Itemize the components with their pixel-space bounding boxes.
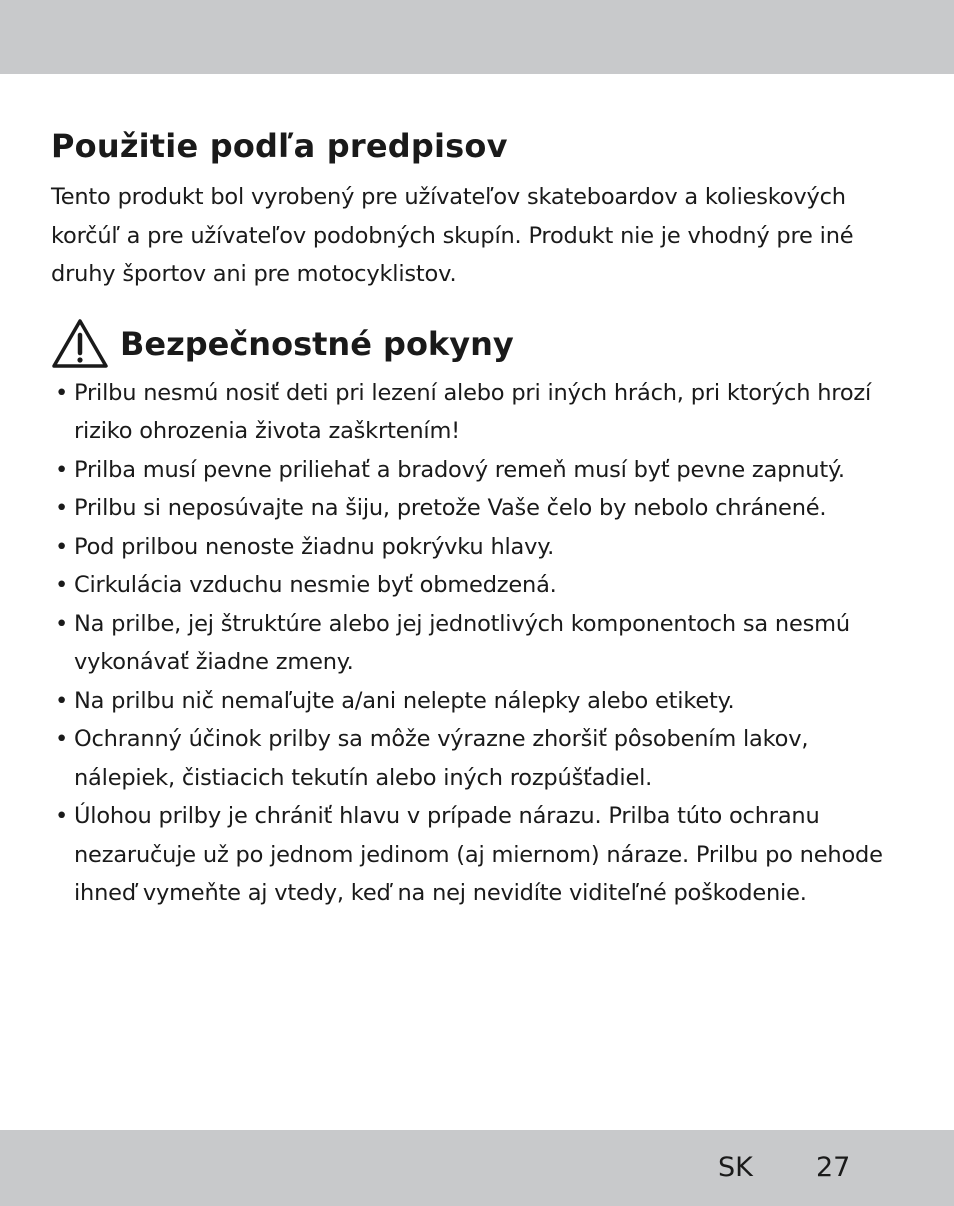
safety-title: Bezpečnostné pokyny [120, 324, 514, 363]
safety-heading [51, 316, 911, 372]
list-item: • Prilba musí pevne priliehať a bradový remeň musí byť pevne zapnutý. [51, 451, 911, 490]
safety-rules-list [51, 374, 911, 913]
list-item: • Ochranný účinok prilby sa môže výrazne zhoršiť pôsobením lakov, nálepiek, čistiacich tekutín alebo iných rozpúšťadiel. [51, 720, 911, 797]
list-item: • Na prilbu nič nemaľujte a/ani nelepte nálepky alebo etikety. [51, 682, 911, 721]
list-item: • Úlohou prilby je chrániť hlavu v prípade nárazu. Prilba túto ochranu nezaručuje už po jednom jedinom (aj miernom) náraze. Prilbu po nehode ihneď vymeňte aj vtedy, keď na nej nevidíte viditeľné poškodenie. [51, 797, 911, 913]
usage-text: Tento produkt bol vyrobený pre užívateľov skateboardov a kolieskových korčúľ a pre užívateľov podobných skupín. Produkt nie je vhodný pre iné druhy športov ani pre motocyklistov. [51, 184, 854, 287]
list-item: • Prilbu nesmú nosiť deti pri lezení alebo pri iných hrách, pri ktorých hrozí riziko ohrozenia života zaškrtením! [51, 374, 911, 451]
header-band [0, 0, 954, 74]
footer-band [0, 1130, 954, 1206]
footer-language: SK [718, 1152, 753, 1183]
list-item: • Pod prilbou nenoste žiadnu pokrývku hlavy. [51, 528, 911, 567]
list-item: • Prilbu si neposúvajte na šiju, pretože Vaše čelo by nebolo chránené. [51, 489, 911, 528]
list-item: • Na prilbe, jej štruktúre alebo jej jednotlivých komponentoch sa nesmú vykonávať žiadne zmeny. [51, 605, 911, 682]
page-number: 27 [816, 1152, 851, 1183]
list-item: • Cirkulácia vzduchu nesmie byť obmedzená. [51, 566, 911, 605]
page-content [51, 118, 911, 913]
usage-title: Použitie podľa predpisov [51, 127, 508, 165]
warning-triangle-icon [51, 318, 109, 370]
